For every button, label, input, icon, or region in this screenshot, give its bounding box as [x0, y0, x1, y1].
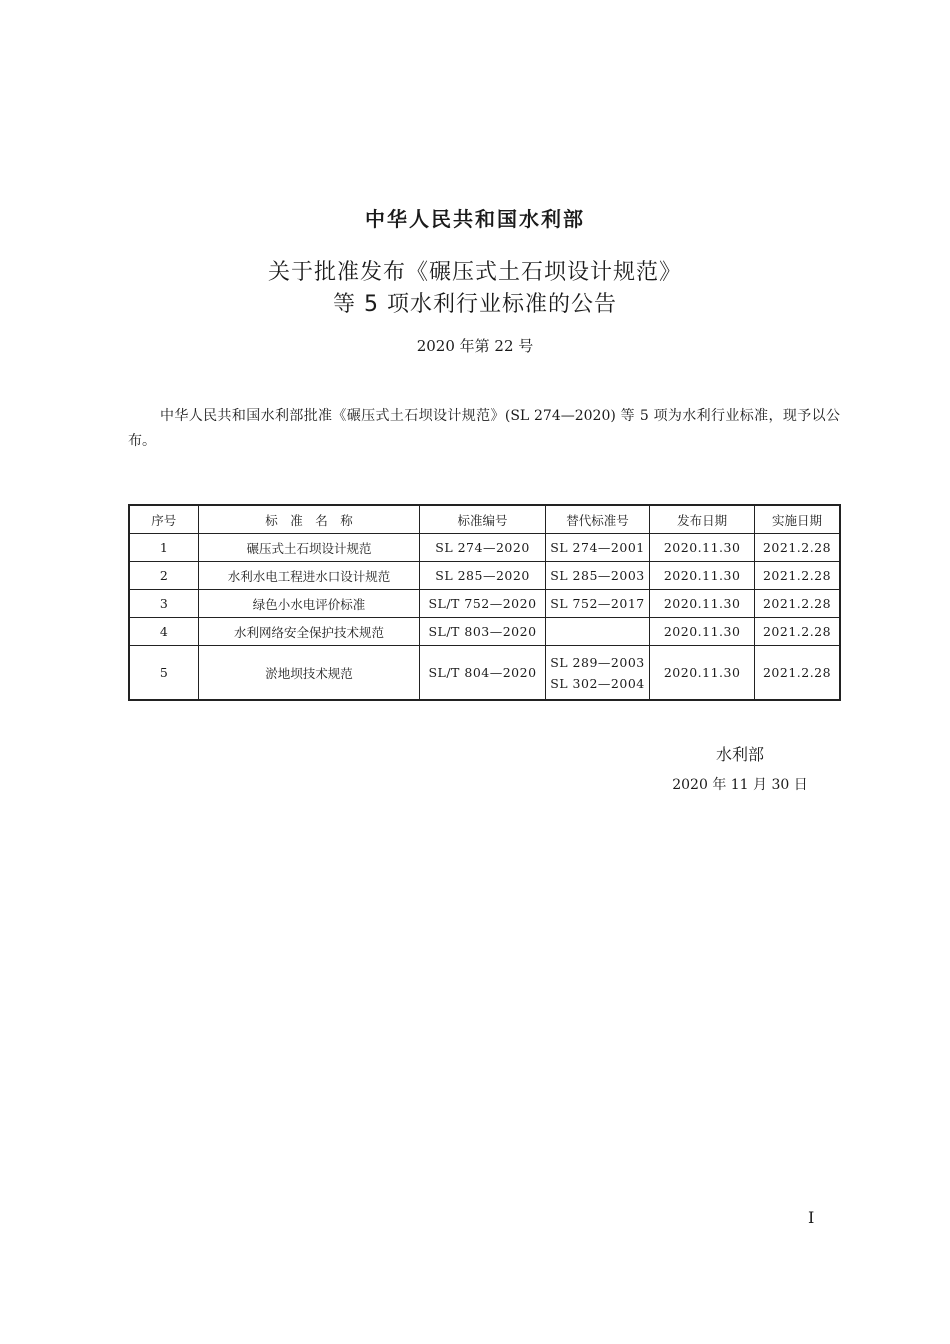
announcement-title-line-2: 等 5 项水利行业标准的公告 [333, 292, 617, 317]
row-effective-date: 2021.2.28 [755, 562, 840, 590]
table-row [129, 562, 840, 590]
row-serial: 4 [129, 618, 198, 646]
row-serial: 2 [129, 562, 198, 590]
signing-authority: 水利部 [715, 745, 764, 764]
row-publish-date: 2020.11.30 [650, 562, 755, 590]
row-replaced-code: SL 302—2004 [550, 675, 645, 691]
row-serial: 1 [129, 534, 198, 562]
row-replaced-code: SL 752—2017 [545, 590, 650, 618]
row-publish-date: 2020.11.30 [650, 590, 755, 618]
header-publish-date: 发布日期 [650, 505, 755, 534]
issuing-authority: 中华人民共和国水利部 [365, 207, 585, 231]
table-row [129, 618, 840, 646]
row-effective-date: 2021.2.28 [755, 590, 840, 618]
header-serial: 序号 [129, 505, 198, 534]
row-serial: 3 [129, 590, 198, 618]
header-replaced-code: 替代标准号 [545, 505, 650, 534]
row-effective-date: 2021.2.28 [755, 534, 840, 562]
announcement-body: 中华人民共和国水利部批准《碾压式土石坝设计规范》(SL 274—2020) 等 5 项为水利行业标准，现予以公布。 [128, 408, 840, 449]
header-effective-date: 实施日期 [755, 505, 840, 534]
row-standard-name: 淤地坝技术规范 [198, 646, 420, 701]
signing-date: 2020 年 11 月 30 日 [672, 777, 808, 793]
row-publish-date: 2020.11.30 [650, 646, 755, 701]
header-standard-name: 标 准 名 称 [198, 505, 420, 534]
table-row [129, 590, 840, 618]
document-number: 2020 年第 22 号 [416, 337, 534, 355]
header-standard-code: 标准编号 [420, 505, 545, 534]
row-standard-name: 碾压式土石坝设计规范 [198, 534, 420, 562]
row-effective-date: 2021.2.28 [755, 618, 840, 646]
row-replaced-code: SL 289—2003 [550, 654, 645, 670]
row-effective-date: 2021.2.28 [755, 646, 840, 701]
announcement-title-line-1: 关于批准发布《碾压式土石坝设计规范》 [267, 260, 682, 285]
table-header-row [129, 505, 840, 534]
row-replaced-code: SL 285—2003 [545, 562, 650, 590]
table-row [129, 646, 840, 701]
row-standard-code: SL 285—2020 [420, 562, 545, 590]
row-standard-code: SL/T 803—2020 [420, 618, 545, 646]
row-serial: 5 [129, 646, 198, 701]
row-replaced-code: SL 274—2001 [545, 534, 650, 562]
table-row [129, 534, 840, 562]
row-standard-name: 绿色小水电评价标准 [198, 590, 420, 618]
row-standard-name: 水利网络安全保护技术规范 [198, 618, 420, 646]
row-replaced-code [545, 618, 650, 646]
page-number: I [808, 1208, 815, 1227]
row-publish-date: 2020.11.30 [650, 618, 755, 646]
row-publish-date: 2020.11.30 [650, 534, 755, 562]
row-standard-code: SL/T 804—2020 [420, 646, 545, 701]
row-standard-code: SL 274—2020 [420, 534, 545, 562]
row-replaced-code-cell [545, 646, 650, 701]
row-standard-name: 水利水电工程进水口设计规范 [198, 562, 420, 590]
row-standard-code: SL/T 752—2020 [420, 590, 545, 618]
standards-table [128, 504, 841, 701]
